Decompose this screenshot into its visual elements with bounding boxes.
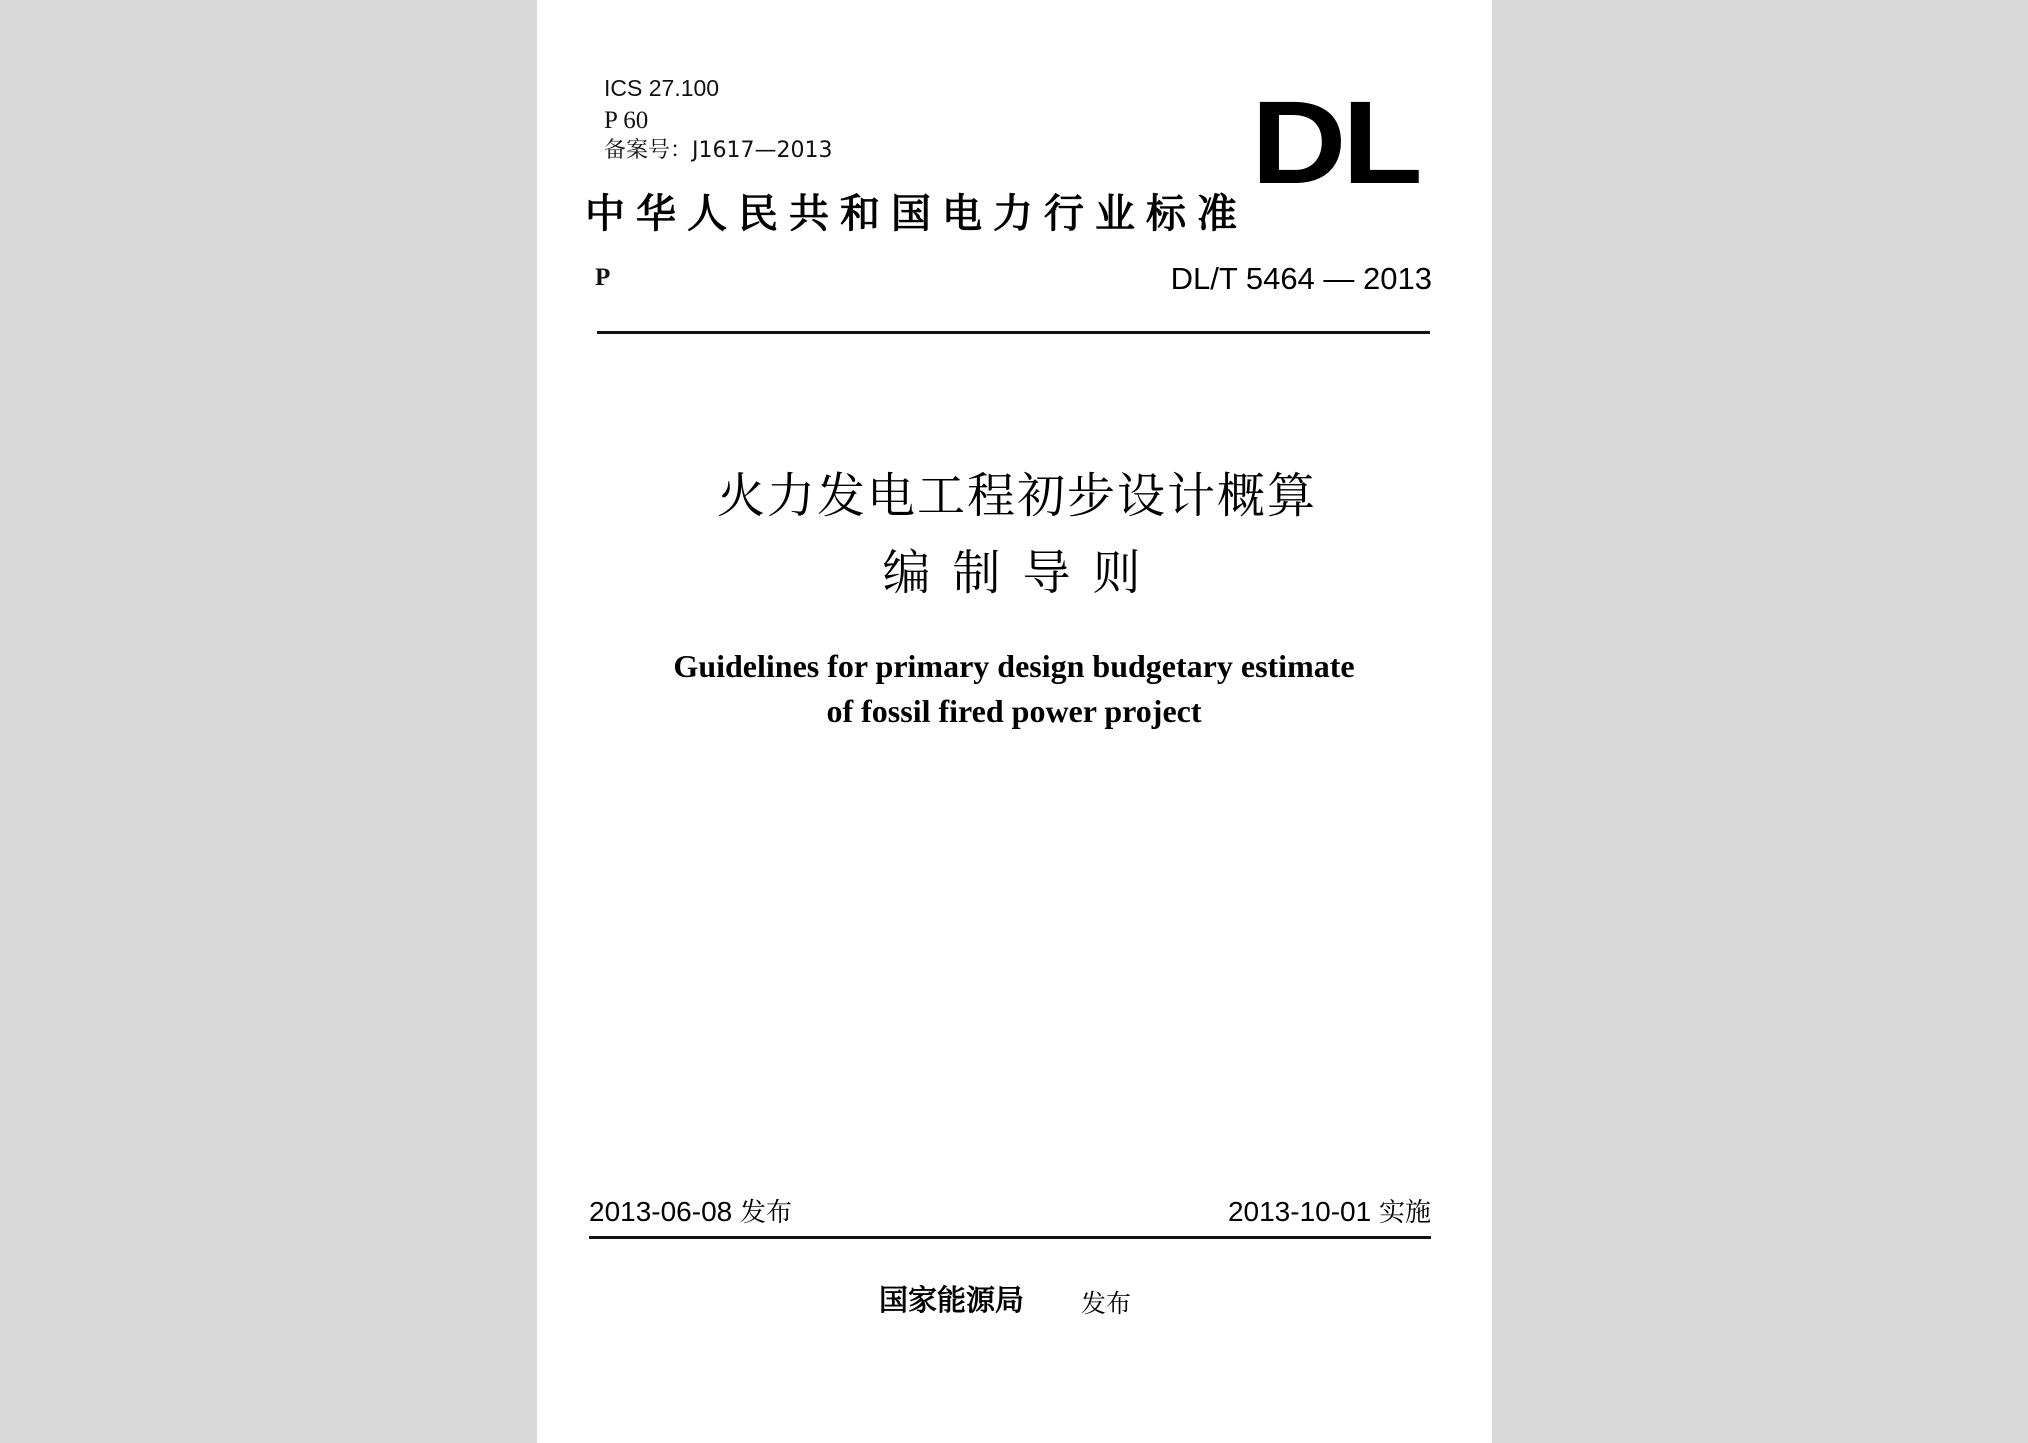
issue-date-block — [589, 1198, 792, 1226]
issue-date: 2013-06-08 — [589, 1196, 733, 1227]
implement-label: 实施 — [1378, 1198, 1431, 1228]
dl-logo: DL — [1250, 77, 1418, 209]
record-number: 备案号：J1617—2013 — [604, 138, 833, 163]
english-title-line-2: of fossil fired power project — [826, 693, 1202, 729]
document-page — [537, 0, 1492, 1443]
issue-label: 发布 — [740, 1198, 793, 1228]
implement-date: 2013-10-01 — [1227, 1196, 1372, 1227]
standard-number: DL/T 5464 — 2013 — [1170, 261, 1432, 296]
publish-label: 发布 — [1081, 1289, 1132, 1318]
ccs-code: P 60 — [604, 107, 649, 134]
chinese-title-line-1: 火力发电工程初步设计概算 — [716, 468, 1317, 524]
implement-date-block — [1228, 1198, 1431, 1226]
ics-code: ICS 27.100 — [604, 75, 720, 101]
chinese-title-line-2: 编制导则 — [882, 545, 1163, 601]
publisher-name: 国家能源局 — [879, 1283, 1025, 1317]
bottom-divider — [589, 1236, 1431, 1239]
english-title-line-1: Guidelines for primary design budgetary estimate — [673, 648, 1355, 684]
industry-standard-title: 中华人民共和国电力行业标准 — [585, 190, 1248, 237]
top-divider — [597, 331, 1430, 334]
category-code: P — [595, 264, 611, 291]
